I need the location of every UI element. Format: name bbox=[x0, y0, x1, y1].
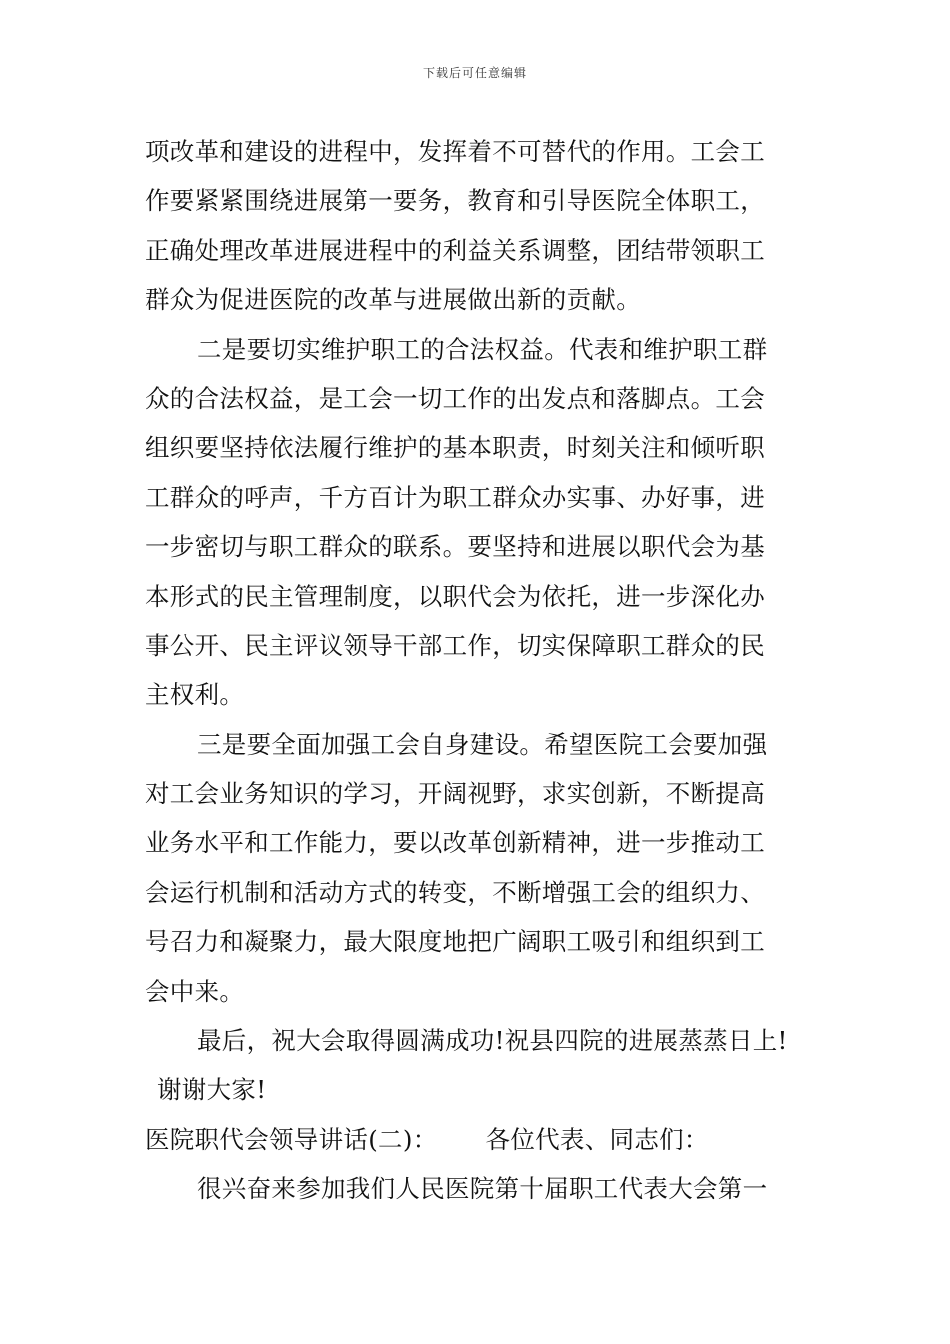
text-line: 号召力和凝聚力，最大限度地把广阔职工吸引和组织到工 bbox=[145, 927, 765, 957]
page-header-note: 下载后可任意编辑 bbox=[422, 66, 527, 80]
text-line: 众的合法权益，是工会一切工作的出发点和落脚点。工会 bbox=[145, 383, 765, 413]
paragraph-start-line: 很兴奋来参加我们人民医院第十届职工代表大会第一 bbox=[197, 1174, 768, 1204]
text-line: 群众为促进医院的改革与进展做出新的贡献。 bbox=[145, 285, 641, 315]
text-line: 正确处理改革进展进程中的利益关系调整，团结带领职工 bbox=[145, 235, 765, 265]
text-line: 项改革和建设的进程中，发挥着不可替代的作用。工会工 bbox=[145, 137, 765, 166]
text-line: 对工会业务知识的学习，开阔视野，求实创新，不断提高 bbox=[145, 779, 765, 809]
salutation: 各位代表、同志们： bbox=[485, 1124, 709, 1154]
text-line: 会运行机制和活动方式的转变，不断增强工会的组织力、 bbox=[145, 877, 765, 907]
text-line: 组织要坚持依法履行维护的基本职责，时刻关注和倾听职 bbox=[145, 433, 765, 463]
text-line: 工群众的呼声，千方百计为职工群众办实事、办好事，进 bbox=[145, 482, 765, 512]
section-title-line bbox=[145, 1115, 815, 1164]
text-line: 作要紧紧围绕进展第一要务，教育和引导医院全体职工， bbox=[145, 186, 765, 216]
section-title: 医院职代会领导讲话(二)： bbox=[145, 1124, 438, 1154]
text-line: 主权利。 bbox=[145, 680, 245, 710]
paragraph-start-line: 三是要全面加强工会自身建设。希望医院工会要加强 bbox=[197, 729, 768, 759]
text-line: 本形式的民主管理制度，以职代会为依托，进一步深化办 bbox=[145, 581, 765, 611]
document-body bbox=[145, 127, 815, 1214]
closing-wish-line: 最后，祝大会取得圆满成功!祝县四院的进展蒸蒸日上! bbox=[197, 1026, 788, 1056]
text-line: 会中来。 bbox=[145, 976, 245, 1006]
thanks-line: 谢谢大家! bbox=[157, 1075, 267, 1105]
text-line: 一步密切与职工群众的联系。要坚持和进展以职代会为基 bbox=[145, 532, 765, 562]
text-line: 事公开、民主评议领导干部工作，切实保障职工群众的民 bbox=[145, 630, 765, 660]
paragraph-start-line: 二是要切实维护职工的合法权益。代表和维护职工群 bbox=[197, 334, 768, 364]
text-line: 业务水平和工作能力，要以改革创新精神，进一步推动工 bbox=[145, 828, 765, 858]
